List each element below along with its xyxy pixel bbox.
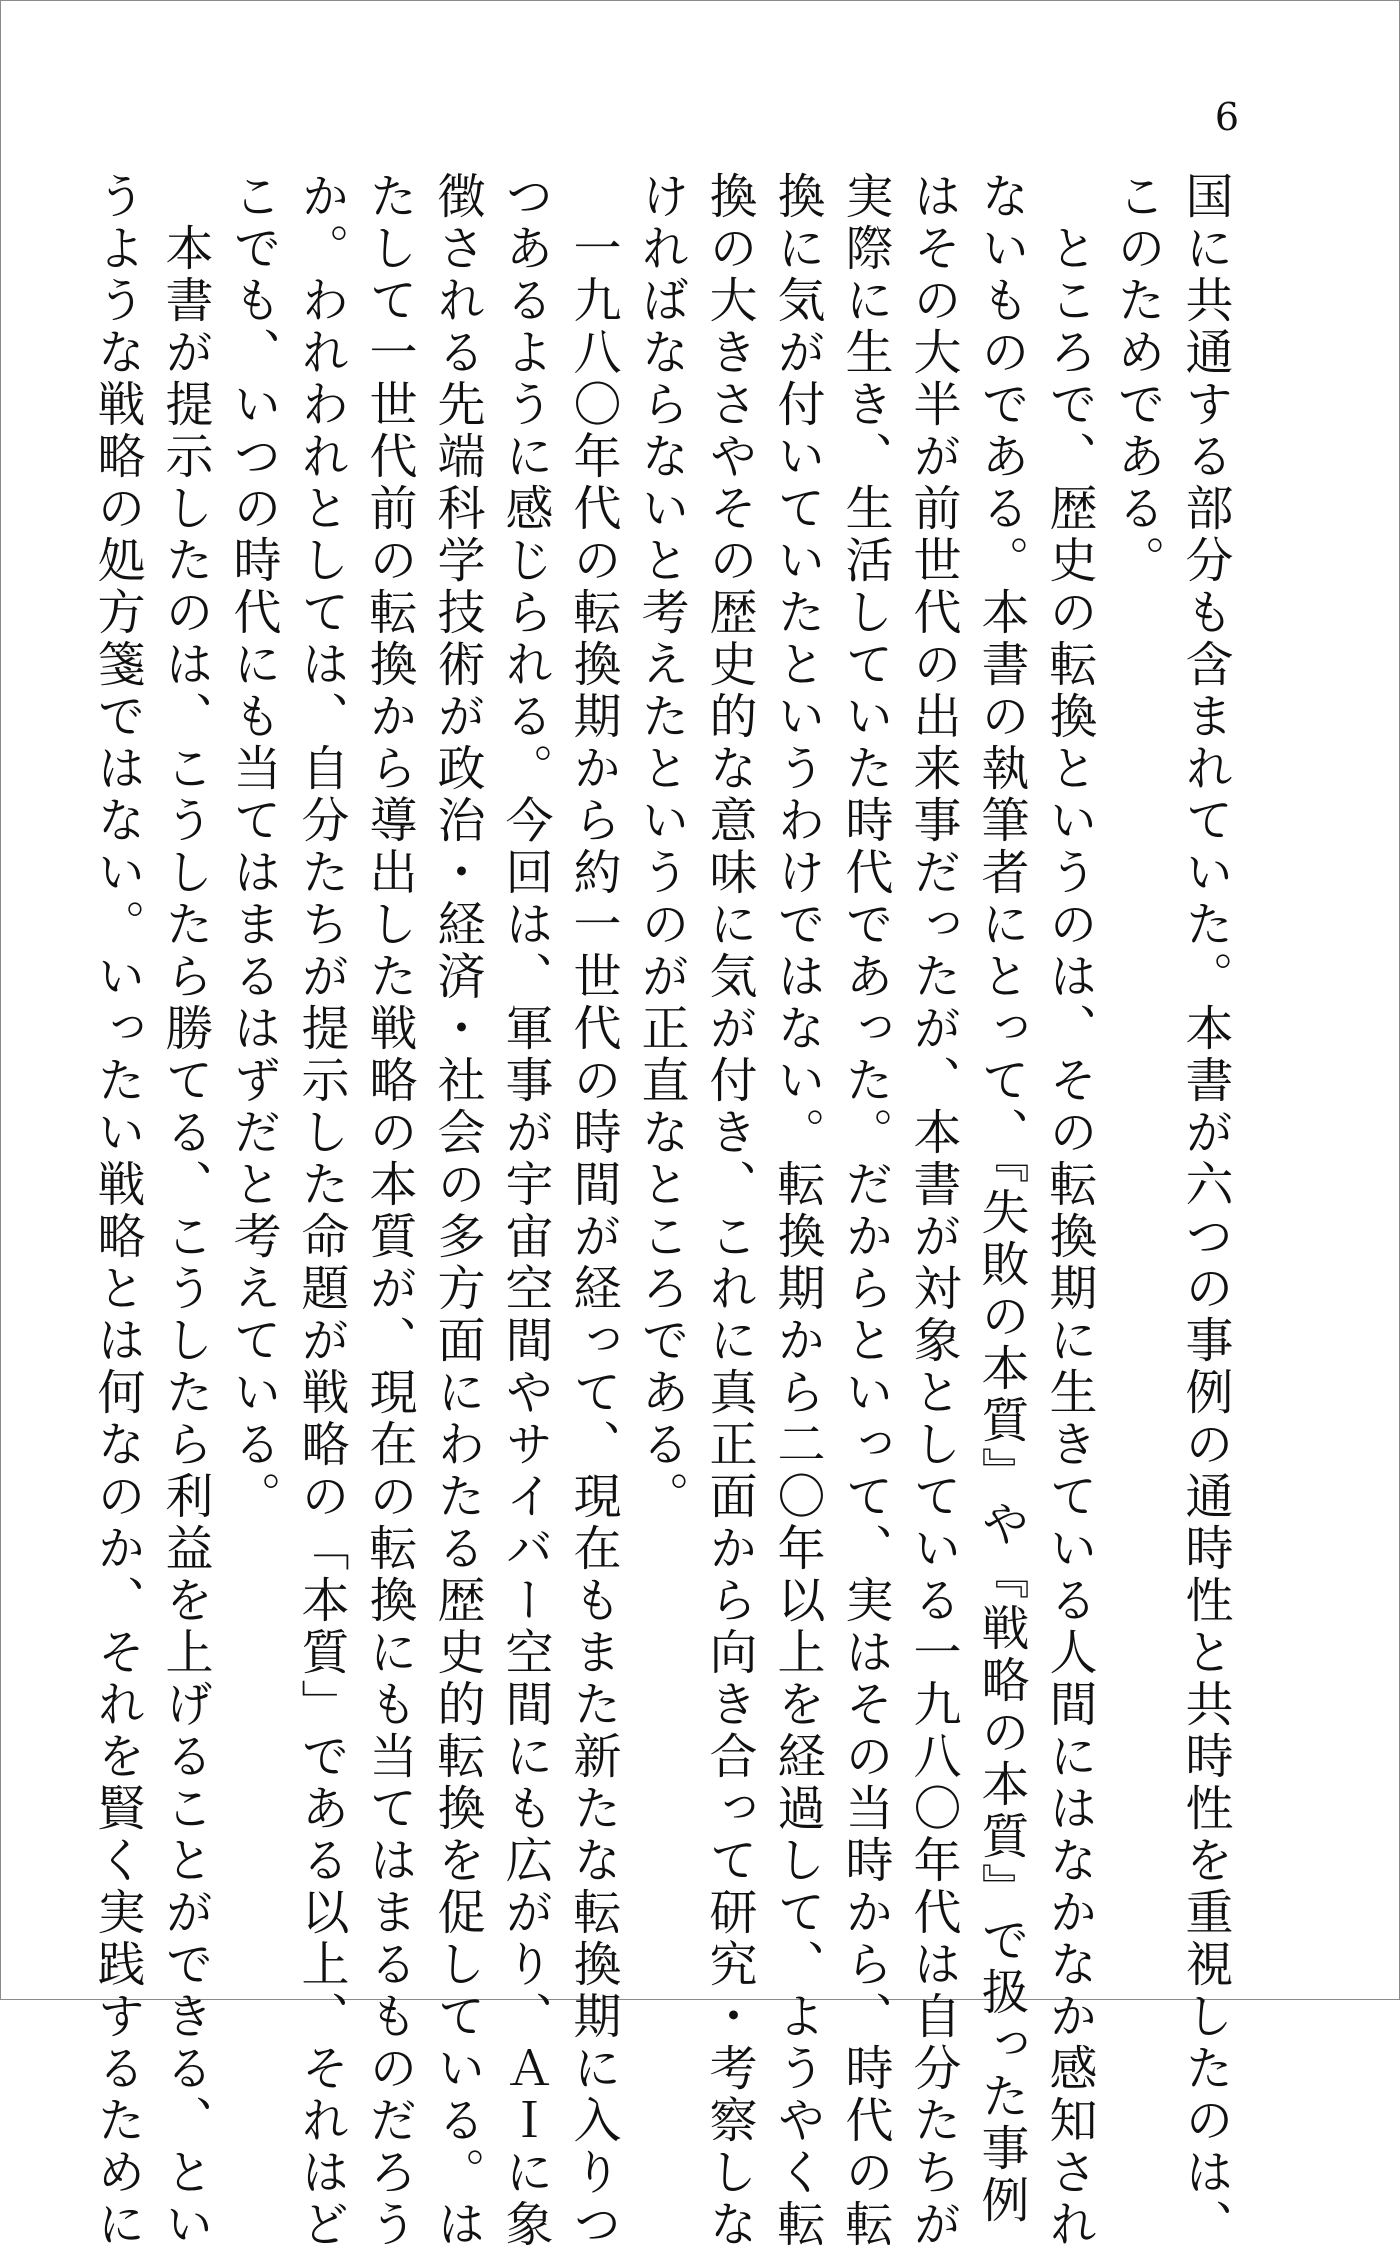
text-line: ところで、歴史の転換というのは、その転換期に生きている人間にはなかなか感知され xyxy=(1041,171,1097,2251)
text-line: 国に共通する部分も含まれていた。本書が六つの事例の通時性と共時性を重視したのは、 xyxy=(1177,171,1233,2251)
page-number: 6 xyxy=(1214,95,1240,139)
body-text xyxy=(89,171,1239,2251)
text-line: か。われわれとしては、自分たちが提示した命題が戦略の「本質」である以上、それはど xyxy=(293,171,349,2251)
text-line: 徴される先端科学技術が政治・経済・社会の多方面にわたる歴史的転換を促している。は xyxy=(429,171,485,2251)
text-line: 一九八〇年代の転換期から約一世代の時間が経って、現在もまた新たな転換期に入りつ xyxy=(565,171,621,2251)
text-line: たして一世代前の転換から導出した戦略の本質が、現在の転換にも当てはまるものだろう xyxy=(361,171,417,2251)
text-line: こでも、いつの時代にも当てはまるはずだと考えている。 xyxy=(225,171,281,1523)
text-line: このためである。 xyxy=(1109,171,1165,587)
text-line: 換に気が付いていたというわけではない。転換期から二〇年以上を経過して、ようやく転 xyxy=(769,171,825,2251)
text-line: うような戦略の処方箋ではない。いったい戦略とは何なのか、それを賢く実践するために xyxy=(89,171,145,2251)
text-line: 実際に生き、生活していた時代であった。だからといって、実はその当時から、時代の転 xyxy=(837,171,893,2251)
text-line: 換の大きさやその歴史的な意味に気が付き、これに真正面から向き合って研究・考察しな xyxy=(701,171,757,2251)
text-line: はその大半が前世代の出来事だったが、本書が対象としている一九八〇年代は自分たちが xyxy=(905,171,961,2251)
text-line: つあるように感じられる。今回は、軍事が宇宙空間やサイバー空間にも広がり、ＡＩに象 xyxy=(497,171,553,2251)
text-line: ないものである。本書の執筆者にとって、『失敗の本質』や『戦略の本質』で扱った事例 xyxy=(973,171,1029,2227)
text-line: 本書が提示したのは、こうしたら勝てる、こうしたら利益を上げることができる、とい xyxy=(157,171,213,2251)
text-line: ければならないと考えたというのが正直なところである。 xyxy=(633,171,689,1523)
